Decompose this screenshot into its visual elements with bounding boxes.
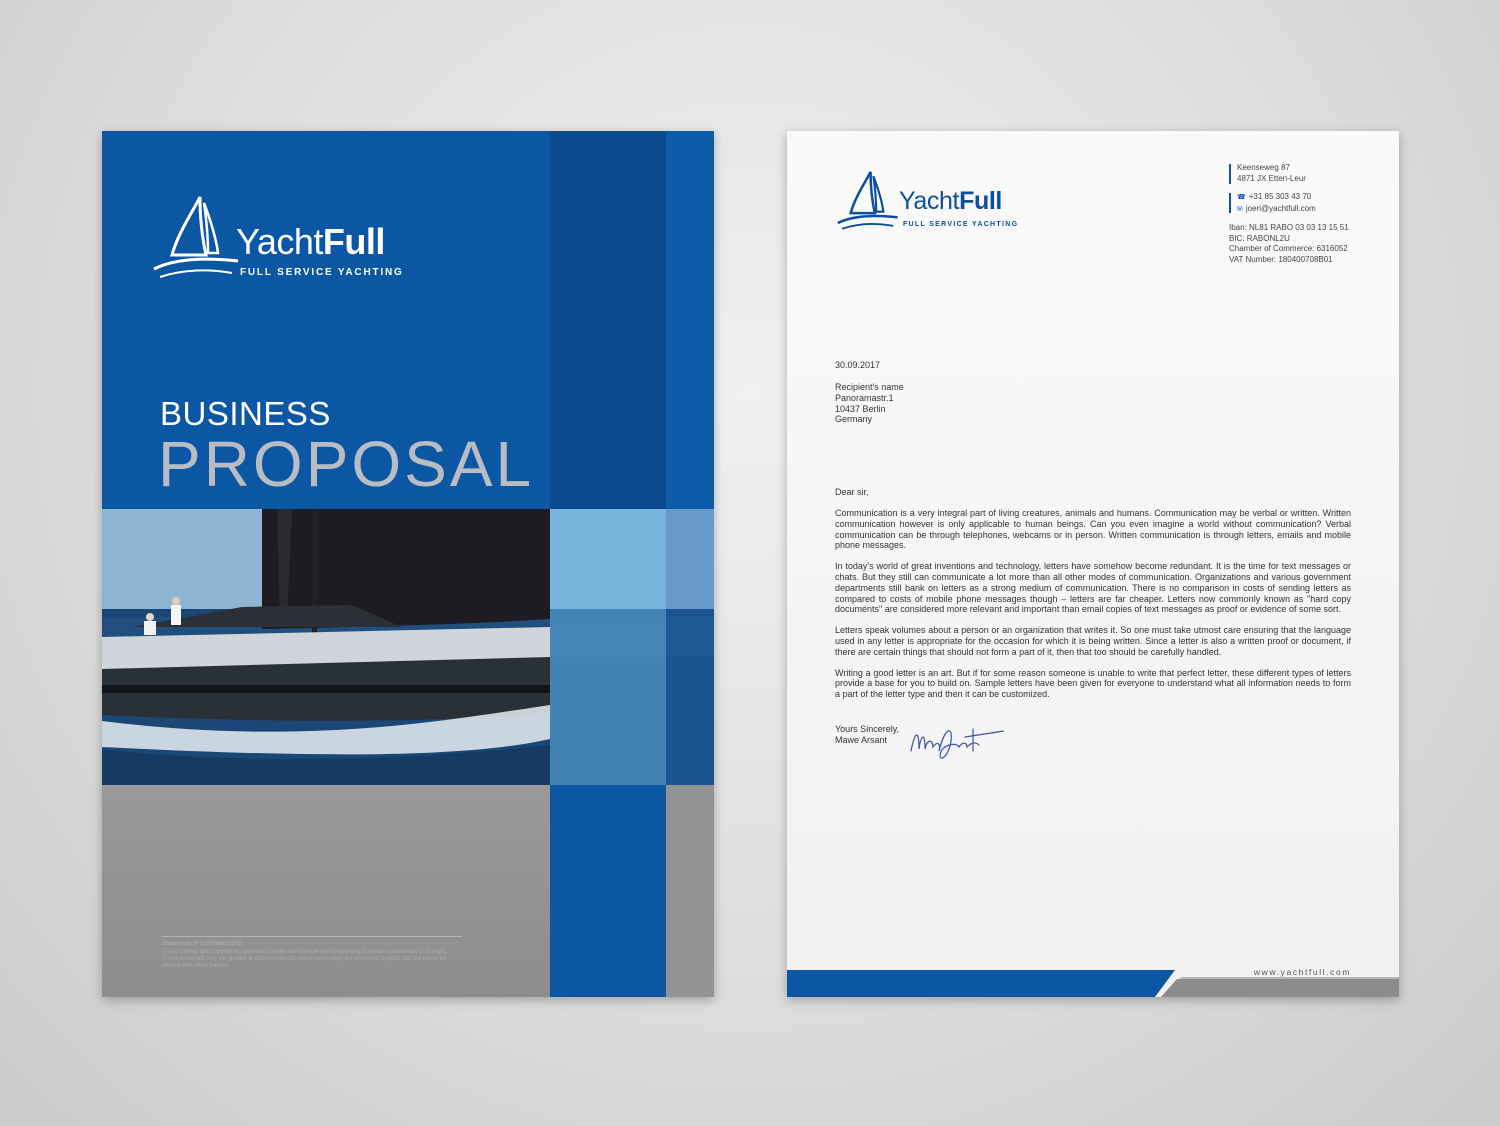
closing-text: Yours Sincerely, xyxy=(835,724,900,734)
cover-accent-column xyxy=(550,131,666,509)
cover-bottom-right xyxy=(666,785,714,997)
bank-bic: BIC: RABONL2U xyxy=(1229,233,1290,243)
recipient-block xyxy=(835,382,1351,425)
recipient-name: Recipient's name xyxy=(835,382,904,392)
email-row xyxy=(1229,204,1349,216)
vat-number: VAT Number: 180400708B01 xyxy=(1229,254,1333,264)
cover-bottom-accent xyxy=(550,785,666,997)
letter-contact-block xyxy=(1229,163,1349,265)
letter-date: 30.09.2017 xyxy=(835,360,881,370)
chamber-of-commerce: Chamber of Commerce: 6316052 xyxy=(1229,244,1348,253)
letterhead-page xyxy=(787,131,1399,997)
bank-iban: Iban: NL81 RABO 03 03 13 15 51 xyxy=(1229,223,1349,232)
sailboat-logo-icon xyxy=(835,169,899,233)
address-street: Keenseweg 87 xyxy=(1237,163,1290,172)
handwritten-signature xyxy=(907,721,1007,767)
contact-accent-bar xyxy=(1229,164,1231,184)
body-paragraph: Writing a good letter is an art. But if for some reason someone is unable to write that perfect letter, these different types of letters provide a base for you to build on. Sample letters have been given for everyone to understand what all information needs to form a part of the letter type and then it can be customized. xyxy=(835,667,1351,700)
yacht-photo xyxy=(102,509,714,785)
letter-logo xyxy=(835,169,1035,239)
cover-accent-column-right xyxy=(666,131,714,509)
phone-number: +31 85 303 43 70 xyxy=(1248,192,1312,201)
cover-logo xyxy=(150,193,450,283)
recipient-country: Germany xyxy=(835,414,873,425)
confidentiality-title: Statement of Confidentiality xyxy=(162,941,242,947)
body-paragraph: Letters speak volumes about a person or an organization that writes it. So one must take utmost care ensuring that the language used in any letter is appropriate for the occasion for which it is being written. Since a letter is also a written proof or document, if there are certain things that should not form a part of it, then that too should be carefully handled. xyxy=(835,625,1351,657)
address-city: 4871 JX Etten-Leur xyxy=(1237,173,1306,183)
recipient-city: 10437 Berlin xyxy=(835,403,886,414)
salutation: Dear sir, xyxy=(835,487,869,497)
contact-accent-bar xyxy=(1229,193,1231,213)
signer-name: Mawe Arsant xyxy=(835,734,888,745)
email-address: joeri@yachtfull.com xyxy=(1245,203,1316,213)
letter-tagline: FULL SERVICE YACHTING xyxy=(903,221,1019,228)
cover-title-line1: BUSINESS xyxy=(160,395,331,432)
footer-grey-band xyxy=(1161,979,1399,997)
photo-color-overlay xyxy=(550,509,666,785)
sailboat-logo-icon xyxy=(150,193,240,283)
letter-body xyxy=(835,508,1351,700)
phone-row xyxy=(1229,192,1349,204)
confidentiality-text: This proposal and supporting materials contain confidential and proprietary business information of Gomph. These materials may be printed or photocopied for use in evaluating the proposed project, but are not to be shared with other parties. xyxy=(162,949,447,969)
envelope-icon: ✉ xyxy=(1237,205,1243,213)
phone-icon: ☎ xyxy=(1237,194,1246,201)
cover-title-line2: PROPOSAL xyxy=(158,428,535,500)
cover-tagline: FULL SERVICE YACHTING xyxy=(240,267,404,278)
body-paragraph: In today's world of great inventions and technology, letters have somehow become redundant. It is the time for text messages or chats. But they still can communicate a lot more than all other modes of communication. Organizations and various government departments still bank on letters as a strong medium of communication. There is no comparison in costs of sending letters as compared to costs of mobile phone messages though – letters are far cheaper. Letters now commonly known as "hard copy documents" are considered more relevant and important than email copies of text messages as proof or evidence of some sort. xyxy=(835,561,1351,615)
confidentiality-divider xyxy=(162,936,462,937)
proposal-cover xyxy=(102,131,714,997)
footer-website: www.yachtfull.com xyxy=(1253,967,1351,977)
letter-brand-name: YachtFull xyxy=(899,187,1002,215)
recipient-street: Panoramastr.1 xyxy=(835,392,894,403)
cover-brand-name: YachtFull xyxy=(236,221,385,262)
photo-color-overlay-right xyxy=(666,509,714,785)
body-paragraph: Communication is a very integral part of living creatures, animals and humans. Communication may be verbal or written. Written communication however is only applicable to human beings. Can you even imagine a world without communication? Verbal communication can be through telephones, webcams or in person. Written communication is through letters, emails and mobile phone messages. xyxy=(835,508,1351,551)
